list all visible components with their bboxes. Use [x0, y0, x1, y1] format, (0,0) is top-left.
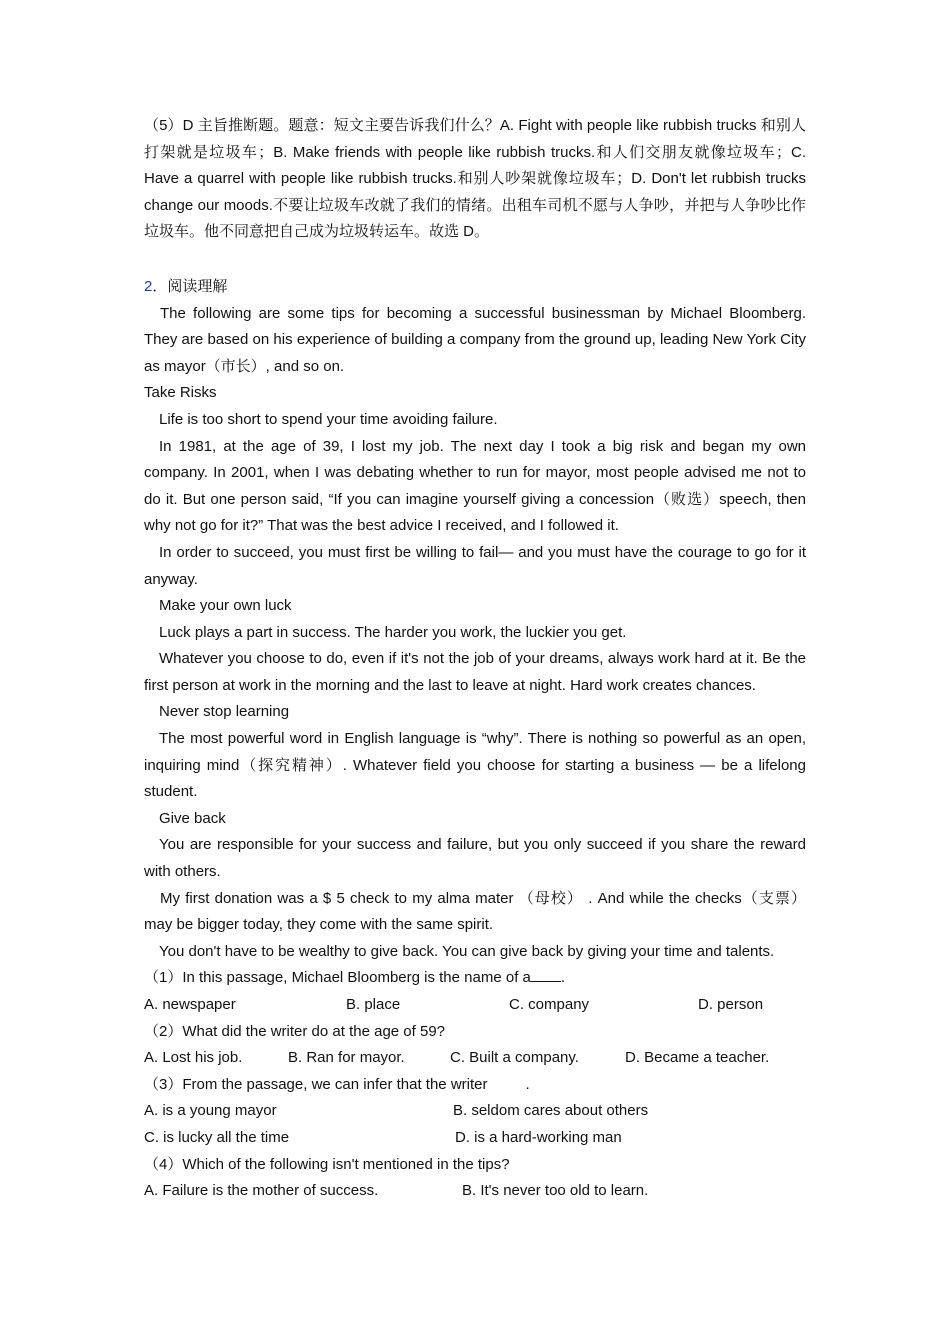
passage-heading-make-luck: Make your own luck [159, 597, 292, 615]
passage-paragraph: Luck plays a part in success. The harder you work, the luckier you get. [159, 623, 627, 641]
answer-blank [531, 967, 561, 982]
passage-paragraph: The most powerful word in English language is “why”. There is nothing so powerful as an open, inquiring mind（探究精神）. Whatever field you choose for starting a business — be a lifelong student. [144, 730, 806, 801]
passage-paragraph: In 1981, at the age of 39, I lost my job. The next day I took a big risk and began my own company. In 2001, when I was debating whether to run for mayor, most people advised me not to do it. But one person said, “If you can imagine yourself giving a concession（败选）speech, then why not go for it?” That was the best advice I received, and I followed it. [144, 437, 806, 535]
document-page [144, 113, 806, 1205]
question-title: ．阅读理解 [152, 277, 228, 295]
question-number: 2 [144, 277, 153, 295]
passage-heading-take-risks: Take Risks [144, 384, 217, 402]
question-3-options-row-2 [144, 1125, 806, 1152]
previous-answer-explanation: （5）D 主旨推断题。题意：短文主要告诉我们什么？A. Fight with people like rubbish trucks 和别人打架就是垃圾车；B. Make friends with people like rubbish trucks.和人们交朋友就像垃圾车；C. Have a quarrel with people like rubbish trucks.和别人吵架就像垃圾车；D. Don't let rubbish trucks change our moods.不要让垃圾车改就了我们的情绪。出租车司机不愿与人争吵，并把与人争吵比作垃圾车。他不同意把自己成为垃圾转运车。故选 D。 [144, 117, 806, 241]
passage-paragraph: You are responsible for your success and failure, but you only succeed if you share the reward with others. [144, 836, 806, 881]
option-c[interactable]: C. is lucky all the time [144, 1128, 290, 1146]
question-3-stem-end: . [525, 1075, 530, 1093]
question-2-options [144, 1045, 806, 1072]
option-b[interactable]: B. place [346, 996, 401, 1013]
question-3-stem [144, 1072, 806, 1099]
passage-paragraph: Whatever you choose to do, even if it's not the job of your dreams, always work hard at it. Be the first person at work in the morning and the last to leave at night. Hard work creates chances. [144, 650, 806, 694]
question-heading [144, 274, 806, 301]
option-d[interactable]: D. Became a teacher. [625, 1049, 770, 1067]
option-a[interactable]: A. Failure is the mother of success. [144, 1182, 379, 1200]
option-a[interactable]: A. newspaper [144, 996, 236, 1013]
passage-paragraph: In order to succeed, you must first be willing to fail— and you must have the courage to go for it anyway. [144, 543, 806, 588]
question-4-options [144, 1178, 806, 1205]
passage-paragraph: Life is too short to spend your time avoiding failure. [159, 410, 498, 428]
passage-paragraph: My first donation was a $ 5 check to my alma mater （母校） . And while the checks（支票）may be bigger today, they come with the same spirit. [144, 889, 806, 934]
question-1-stem-text: （1）In this passage, Michael Bloomberg is the name of a [144, 969, 531, 987]
option-b[interactable]: B. Ran for mayor. [288, 1049, 405, 1067]
section-gap [144, 246, 806, 274]
option-c[interactable]: C. Built a company. [450, 1049, 579, 1067]
option-b[interactable]: B. seldom cares about others [453, 1102, 649, 1120]
option-d[interactable]: D. person [698, 996, 764, 1013]
question-2-stem: （2）What did the writer do at the age of 59? [144, 1022, 446, 1040]
question-1-options [144, 992, 806, 1019]
passage-paragraph: You don't have to be wealthy to give back. You can give back by giving your time and talents. [159, 942, 775, 960]
option-c[interactable]: C. company [509, 996, 590, 1013]
passage-heading-give-back: Give back [159, 809, 226, 827]
question-3-options-row-1 [144, 1098, 806, 1125]
option-a[interactable]: A. is a young mayor [144, 1102, 277, 1120]
question-3-stem-text: （3）From the passage, we can infer that the writer [144, 1075, 488, 1093]
question-1-stem-end: . [560, 969, 566, 987]
passage-heading-never-stop: Never stop learning [159, 703, 290, 721]
option-a[interactable]: A. Lost his job. [144, 1049, 243, 1067]
question-1-stem [144, 965, 806, 992]
option-d[interactable]: D. is a hard-working man [455, 1128, 622, 1146]
passage-intro: The following are some tips for becoming a successful businessman by Michael Bloomberg. They are based on his experience of building a company from the ground up, leading New York City as mayor（市长）, and so on. [144, 304, 806, 375]
question-4-stem: （4）Which of the following isn't mentioned in the tips? [144, 1155, 510, 1173]
option-b[interactable]: B. It's never too old to learn. [462, 1182, 649, 1200]
